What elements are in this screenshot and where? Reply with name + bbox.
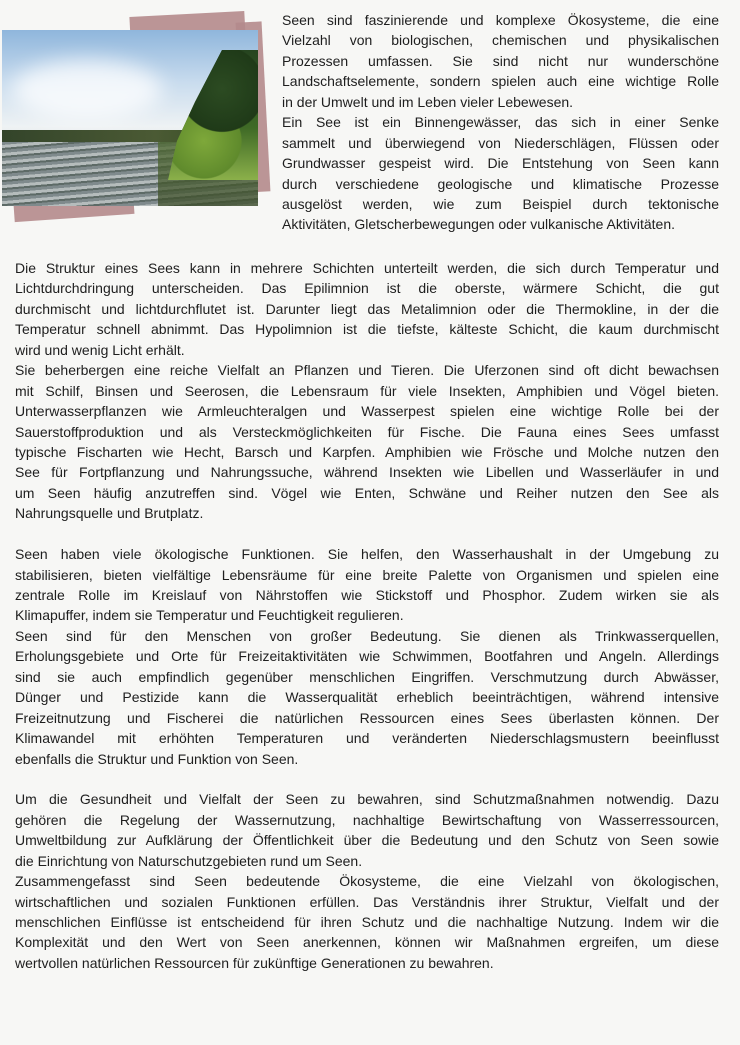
paragraph (15, 871, 719, 973)
text-line: Klimawandel mit erhöhten Temperaturen und veränderten Niederschlagsmustern beeinflusst (15, 730, 719, 747)
text-line: stabilisieren, bieten vielfältige Lebensräume für eine breite Palette von Organismen und spielen eine (15, 566, 719, 583)
text-line: Zusammengefasst sind Seen bedeutende Ökosysteme, die eine Vielzahl von ökologischen, (15, 873, 719, 890)
text-line: sind sie auch empfindlich gegenüber menschlichen Eingriffen. Verschmutzung durch Abwässer, (15, 668, 719, 685)
text-line: die Einrichtung von Naturschutzgebieten rund um Seen. (15, 852, 363, 869)
trees (168, 50, 258, 180)
text-line: Die Struktur eines Sees kann in mehrere Schichten unterteilt werden, die sich durch Temperatur und (15, 260, 719, 276)
text-line: wird und wenig Licht erhält. (15, 341, 185, 358)
text-line: gehören die Regelung der Wassernutzung, nachhaltige Bewirtschaftung von Wasserressourcen, (15, 811, 719, 828)
text-line: Komplexität und den Wert von Seen anerkennen, können wir Maßnahmen ergreifen, um diese (15, 934, 719, 951)
text-line: Seen sind faszinierende und komplexe Ökosysteme, die eine (282, 12, 719, 28)
lake-photo-collage (0, 12, 272, 224)
text-line: Temperatur schnell abnimmt. Das Hypolimnion ist die tiefste, kälteste Schicht, die kaum durchmischt (15, 321, 719, 338)
text-line: Prozessen umfassen. Sie sind nicht nur wunderschöne (282, 52, 719, 69)
text-line: Freizeitnutzung und Fischerei die natürlichen Ressourcen eines Sees überlasten können. Der (15, 709, 719, 726)
text-line: durch verschiedene geologische und klimatische Prozesse (282, 175, 719, 192)
text-line: wertvollen natürlichen Ressourcen für zukünftige Generationen zu bewahren. (15, 954, 494, 971)
text-line: Dünger und Pestizide kann die Wasserqualität erheblich beeinträchtigen, während intensive (15, 689, 719, 706)
text-line: Nahrungsquelle und Brutplatz. (15, 505, 204, 522)
text-line: Seen sind für den Menschen von großer Bedeutung. Sie dienen als Trinkwasserquellen, (15, 627, 719, 644)
section-gap (15, 769, 719, 789)
text-line: Landschaftselemente, sondern spielen auch eine wichtige Rolle (282, 73, 719, 90)
text-line: See für Fortpflanzung und Nahrungssuche, während Insekten wie Libellen und Wasserläufer in und (15, 464, 719, 481)
paragraph (15, 789, 719, 871)
text-line: mit Schilf, Binsen und Seerosen, die Lebensraum für viele Insekten, Amphibien und Vögel bieten. (15, 382, 719, 399)
text-line: Seen haben viele ökologische Funktionen. Sie helfen, den Wasserhaushalt in der Umgebung zu (15, 546, 719, 563)
text-line: durchmischt und lichtdurchflutet ist. Darunter liegt das Metalimnion oder die Thermokline, in der die (15, 300, 719, 317)
paragraph (15, 626, 719, 769)
paragraph (282, 112, 719, 235)
paragraph (15, 258, 719, 360)
text-line: Grundwasser gespeist wird. Die Entstehung von Seen kann (282, 155, 719, 172)
text-line: menschlichen Einflüsse ist entscheidend für ihren Schutz und die nachhaltige Nutzung. Indem wir die (15, 914, 719, 930)
text-line: Vielzahl von biologischen, chemischen und physikalischen (282, 32, 719, 49)
text-line: Sauerstoffproduktion und als Versteckmöglichkeiten für Fische. Die Fauna eines Sees umfasst (15, 423, 719, 440)
section-gap (15, 524, 719, 544)
text-line: typische Fischarten wie Hecht, Barsch und Karpfen. Amphibien wie Frösche und Molche nutzen den (15, 443, 719, 460)
lake-photo (2, 30, 258, 206)
text-line: zentrale Rolle im Kreislauf von Nährstoffen wie Stickstoff und Phosphor. Zudem wirken sie als (15, 587, 719, 603)
text-line: Ein See ist ein Binnengewässer, das sich in einer Senke (282, 114, 719, 131)
text-line: Umweltbildung zur Aufklärung der Öffentlichkeit über die Bedeutung und den Schutz von Seen sowie (15, 832, 719, 849)
text-line: Sie beherbergen eine reiche Vielfalt an Pflanzen und Tieren. Die Uferzonen sind oft dicht bewachsen (15, 362, 719, 379)
text-line: Aktivitäten, Gletscherbewegungen oder vulkanische Aktivitäten. (282, 216, 676, 233)
paragraph (15, 544, 719, 626)
text-line: sammelt und überwiegend von Niederschlägen, Flüssen oder (282, 134, 719, 151)
intro-text (282, 10, 719, 235)
text-line: Lichtdurchdringung unterscheiden. Das Epilimnion ist die oberste, wärmere Schicht, die gut (15, 280, 719, 297)
text-line: ebenfalls die Struktur und Funktion von Seen. (15, 750, 299, 767)
text-line: Unterwasserpflanzen wie Armleuchteralgen und Wasserpest spielen eine wichtige Rolle bei der (15, 403, 719, 420)
text-line: Erholungsgebiete und Orte für Freizeitaktivitäten wie Schwimmen, Bootfahren und Angeln. Allerdings (15, 648, 719, 665)
text-line: ausgelöst werden, wie zum Beispiel durch tektonische (282, 195, 719, 212)
text-line: Klimapuffer, indem sie Temperatur und Feuchtigkeit regulieren. (15, 607, 404, 624)
text-line: in der Umwelt und im Leben vieler Lebewesen. (282, 93, 574, 110)
paragraph (15, 360, 719, 524)
body-text (15, 258, 719, 973)
text-line: wirtschaftlichen und sozialen Funktionen erfüllen. Das Verständnis ihrer Struktur, Vielfalt und der (15, 893, 719, 910)
text-line: um Seen häufig anzutreffen sind. Vögel wie Enten, Schwäne und Reiher nutzen den See als (15, 484, 719, 501)
paragraph (282, 10, 719, 112)
cloud (12, 60, 162, 120)
text-line: Um die Gesundheit und Vielfalt der Seen zu bewahren, sind Schutzmaßnahmen notwendig. Dazu (15, 791, 719, 808)
